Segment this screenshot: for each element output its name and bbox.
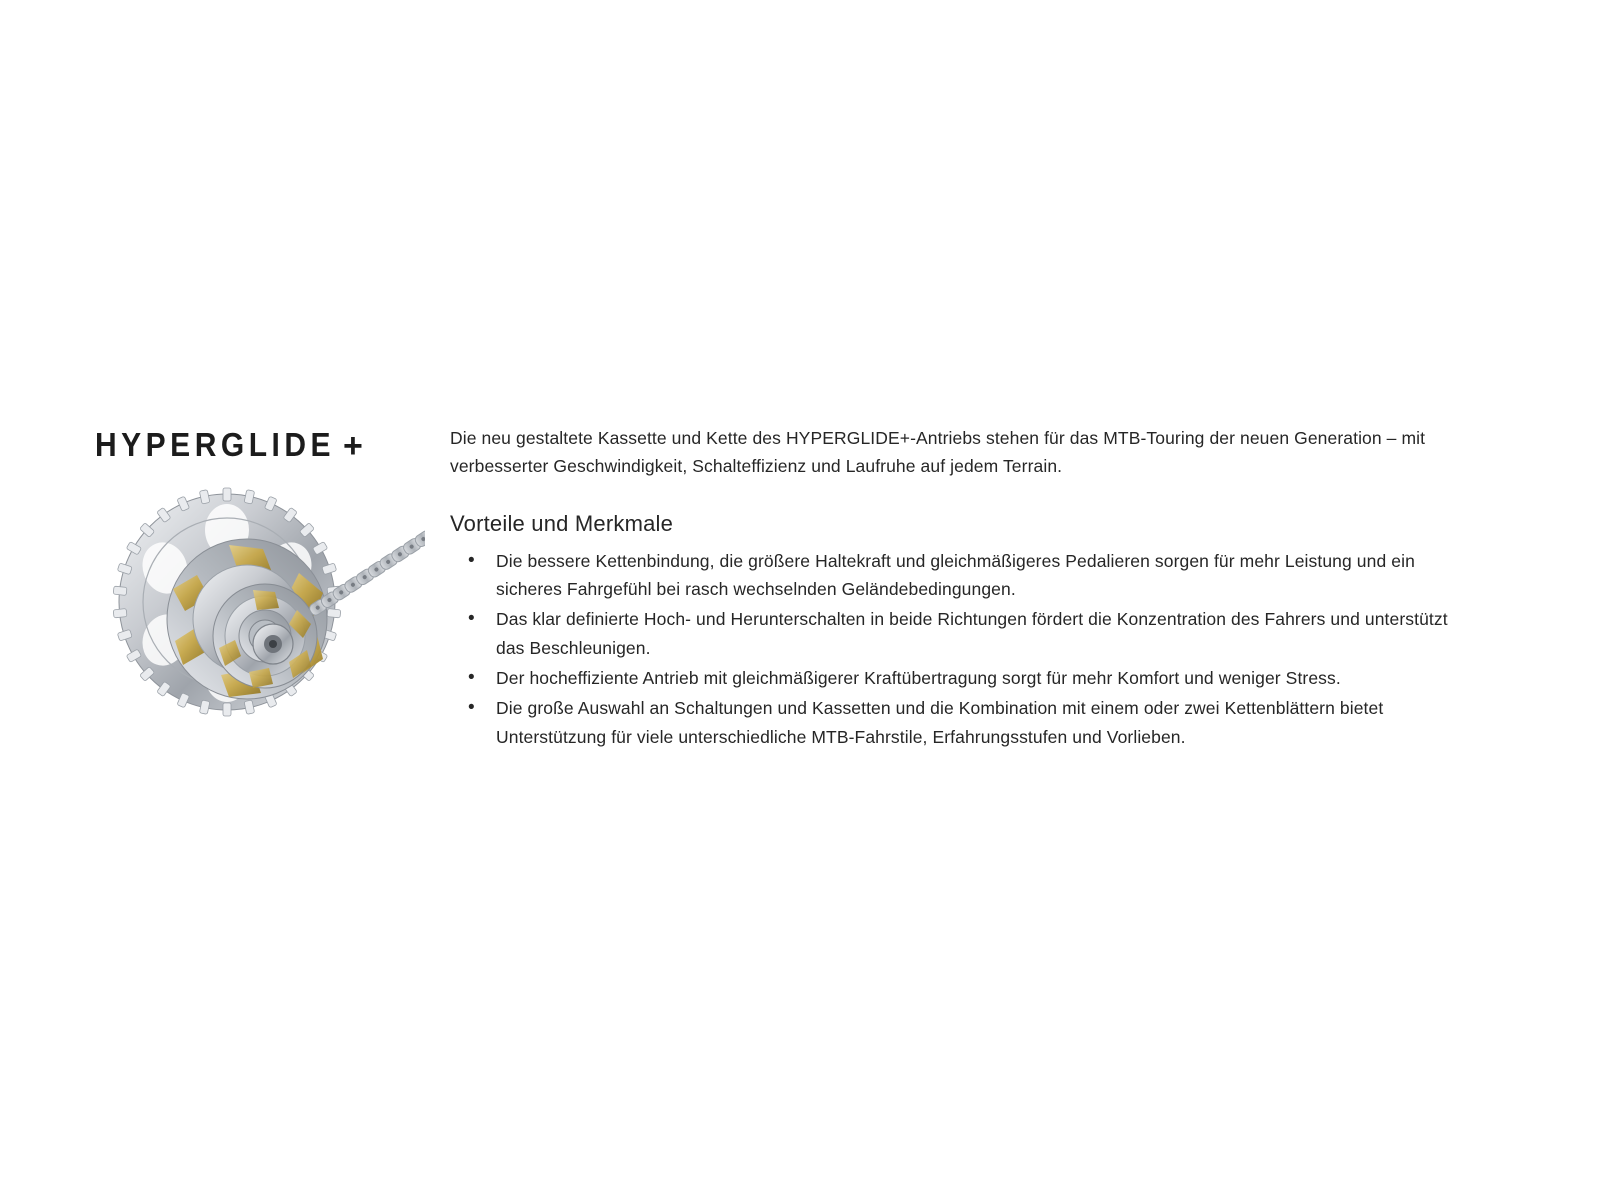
hyperglide-logo-plus: + [343, 426, 363, 465]
hyperglide-logo-text: HYPERGLIDE [95, 426, 336, 464]
section-heading-benefits: Vorteile und Merkmale [450, 510, 674, 536]
product-media-column [95, 420, 425, 729]
list-item: • Der hocheffiziente Antrieb mit gleichmäßigerer Kraftübertragung sorgt für mehr Komfort und weniger Stress. [496, 664, 1480, 692]
list-item: • Das klar definierte Hoch- und Herunterschalten in beide Richtungen fördert die Konzentration des Fahrers und unterstützt das Beschleunigen. [496, 605, 1480, 662]
cassette-illustration [95, 484, 425, 729]
list-item: • Die große Auswahl an Schaltungen und Kassetten und die Kombination mit einem oder zwei Kettenblättern bietet Unterstützung für viele unterschiedliche MTB-Fahrstile, Erfahrungsstufen und Vorlieben. [496, 694, 1480, 751]
intro-paragraph: Die neu gestaltete Kassette und Kette des HYPERGLIDE+-Antriebs stehen für das MTB-Touring der neuen Generation – mit verbesserter Geschwindigkeit, Schalteffizienz und Laufruhe auf jedem Terrain. [450, 428, 1426, 477]
feature-list [450, 547, 1480, 751]
hyperglide-logo [95, 420, 425, 472]
cassette-product-image [95, 484, 425, 729]
product-description-column [450, 424, 1480, 753]
list-item: • Die bessere Kettenbindung, die größere Haltekraft und gleichmäßigeres Pedalieren sorgen für mehr Leistung und ein sicheres Fahrgefühl bei rasch wechselnden Geländebedingungen. [496, 547, 1480, 604]
